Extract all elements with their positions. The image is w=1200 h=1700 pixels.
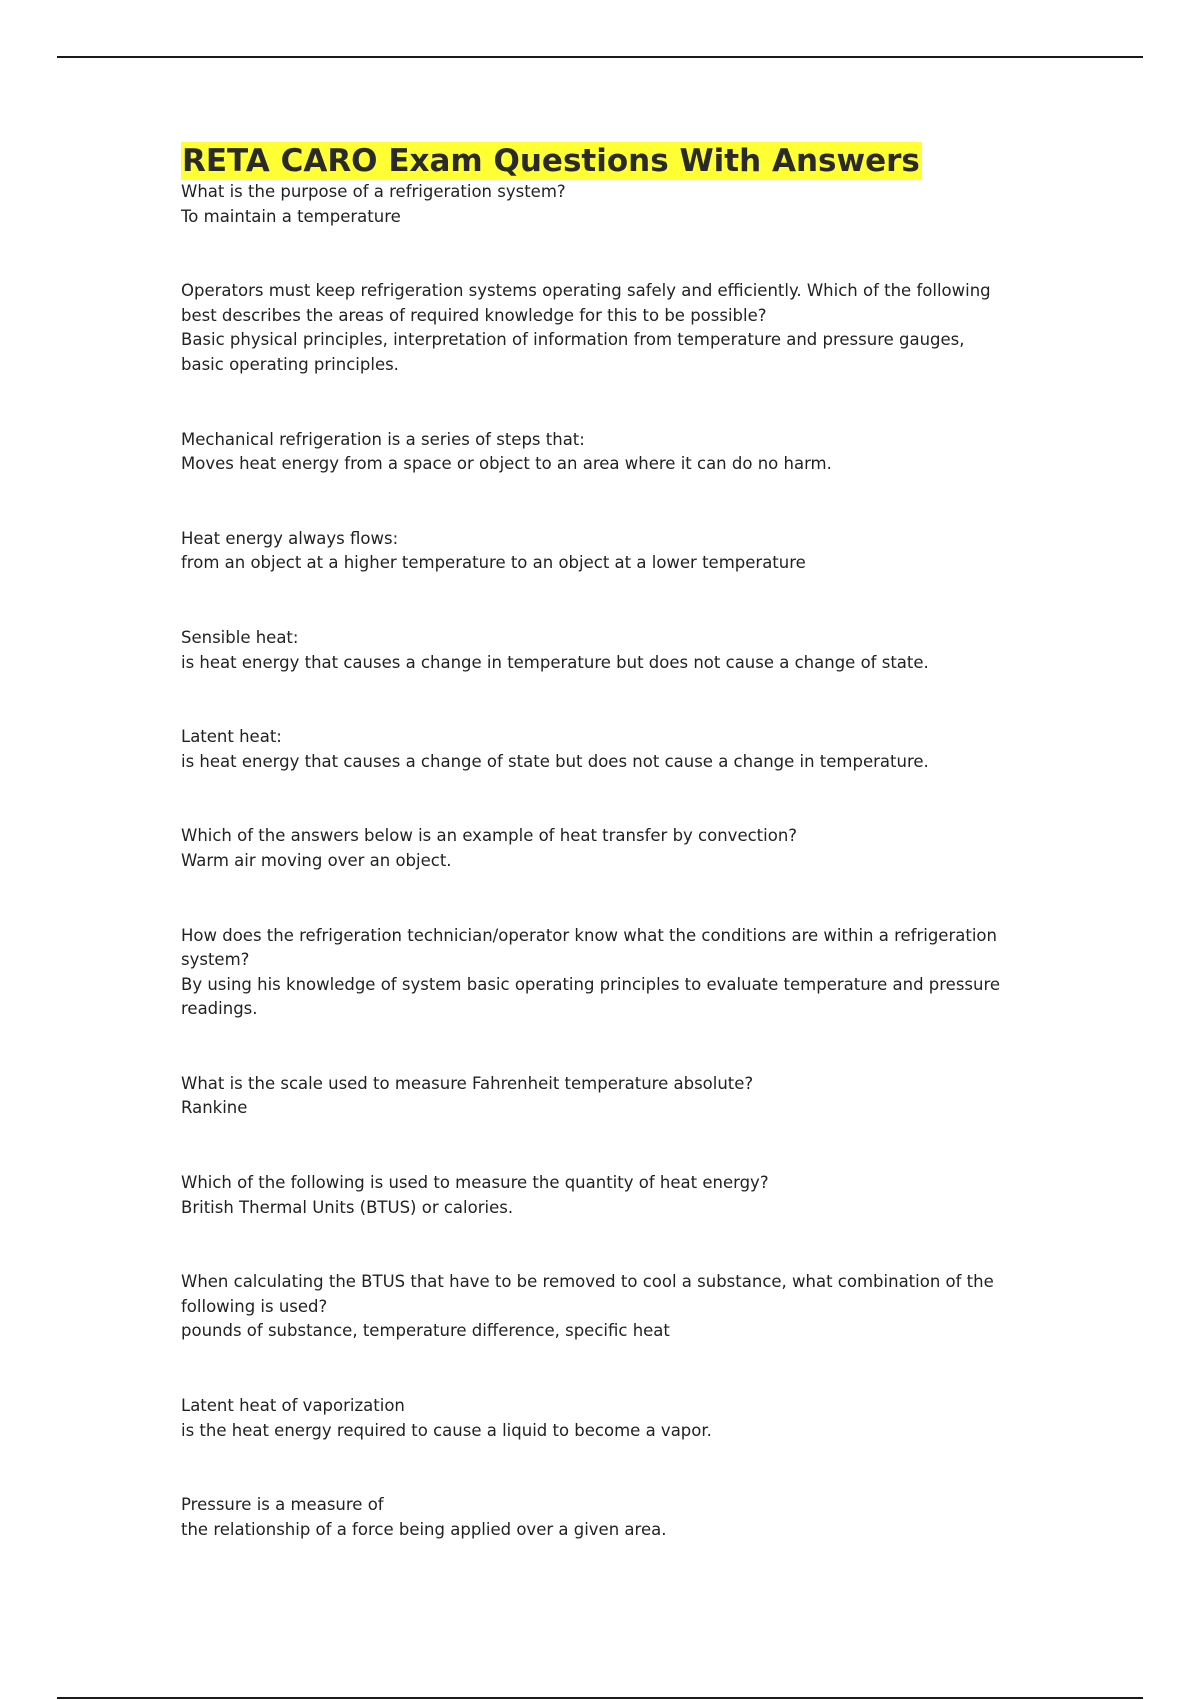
qa-item [181,1394,1011,1443]
question-text: Sensible heat: [181,627,299,647]
qa-item [181,428,1011,477]
question-text: Pressure is a measure of [181,1495,384,1515]
answer-text: To maintain a temperature [181,206,401,226]
question-text: When calculating the BTUS that have to be removed to cool a substance, what combination of the following is used? [181,1272,994,1316]
answer-text: British Thermal Units (BTUS) or calories. [181,1197,514,1217]
question-text: Which of the following is used to measure the quantity of heat energy? [181,1173,769,1193]
qa-item [181,824,1011,873]
qa-item [181,180,1011,229]
question-text: Latent heat of vaporization [181,1396,405,1416]
answer-text: is the heat energy required to cause a liquid to become a vapor. [181,1420,712,1440]
document-body [181,142,1011,1592]
answer-text: Rankine [181,1098,248,1118]
qa-item [181,626,1011,675]
answer-text: is heat energy that causes a change in temperature but does not cause a change of state. [181,652,929,672]
answer-text: By using his knowledge of system basic operating principles to evaluate temperature and pressure readings. [181,974,1001,1019]
qa-item [181,527,1011,576]
page-bottom-rule [57,1697,1143,1699]
question-text: Heat energy always flows: [181,528,399,548]
document-title: RETA CARO Exam Questions With Answers [182,143,920,179]
answer-text: from an object at a higher temperature to an object at a lower temperature [181,553,806,573]
qa-item [181,725,1011,774]
answer-text: Warm air moving over an object. [181,850,452,870]
question-text: Latent heat: [181,727,282,747]
qa-item [181,1270,1011,1344]
question-text: What is the purpose of a refrigeration system? [181,182,566,201]
question-text: Mechanical refrigeration is a series of steps that: [181,429,585,449]
answer-text: is heat energy that causes a change of state but does not cause a change in temperature. [181,751,929,771]
answer-text: Moves heat energy from a space or object to an area where it can do no harm. [181,454,832,474]
qa-item [181,279,1011,377]
qa-item [181,1171,1011,1220]
question-text: Operators must keep refrigeration systems operating safely and efficiently. Which of the following best describes the areas of required knowledge for this to be possible? [181,281,991,325]
question-text: Which of the answers below is an example of heat transfer by convection? [181,826,798,846]
question-text: How does the refrigeration technician/operator know what the conditions are within a refrigeration system? [181,925,997,970]
answer-text: Basic physical principles, interpretation of information from temperature and pressure gauges, basic operating principles. [181,330,965,374]
answer-text: the relationship of a force being applied over a given area. [181,1519,667,1539]
qa-item [181,1072,1011,1121]
question-text: What is the scale used to measure Fahrenheit temperature absolute? [181,1073,754,1093]
qa-item [181,1493,1011,1542]
page-top-rule [57,56,1143,58]
qa-item [181,924,1011,1022]
answer-text: pounds of substance, temperature difference, specific heat [181,1321,670,1341]
